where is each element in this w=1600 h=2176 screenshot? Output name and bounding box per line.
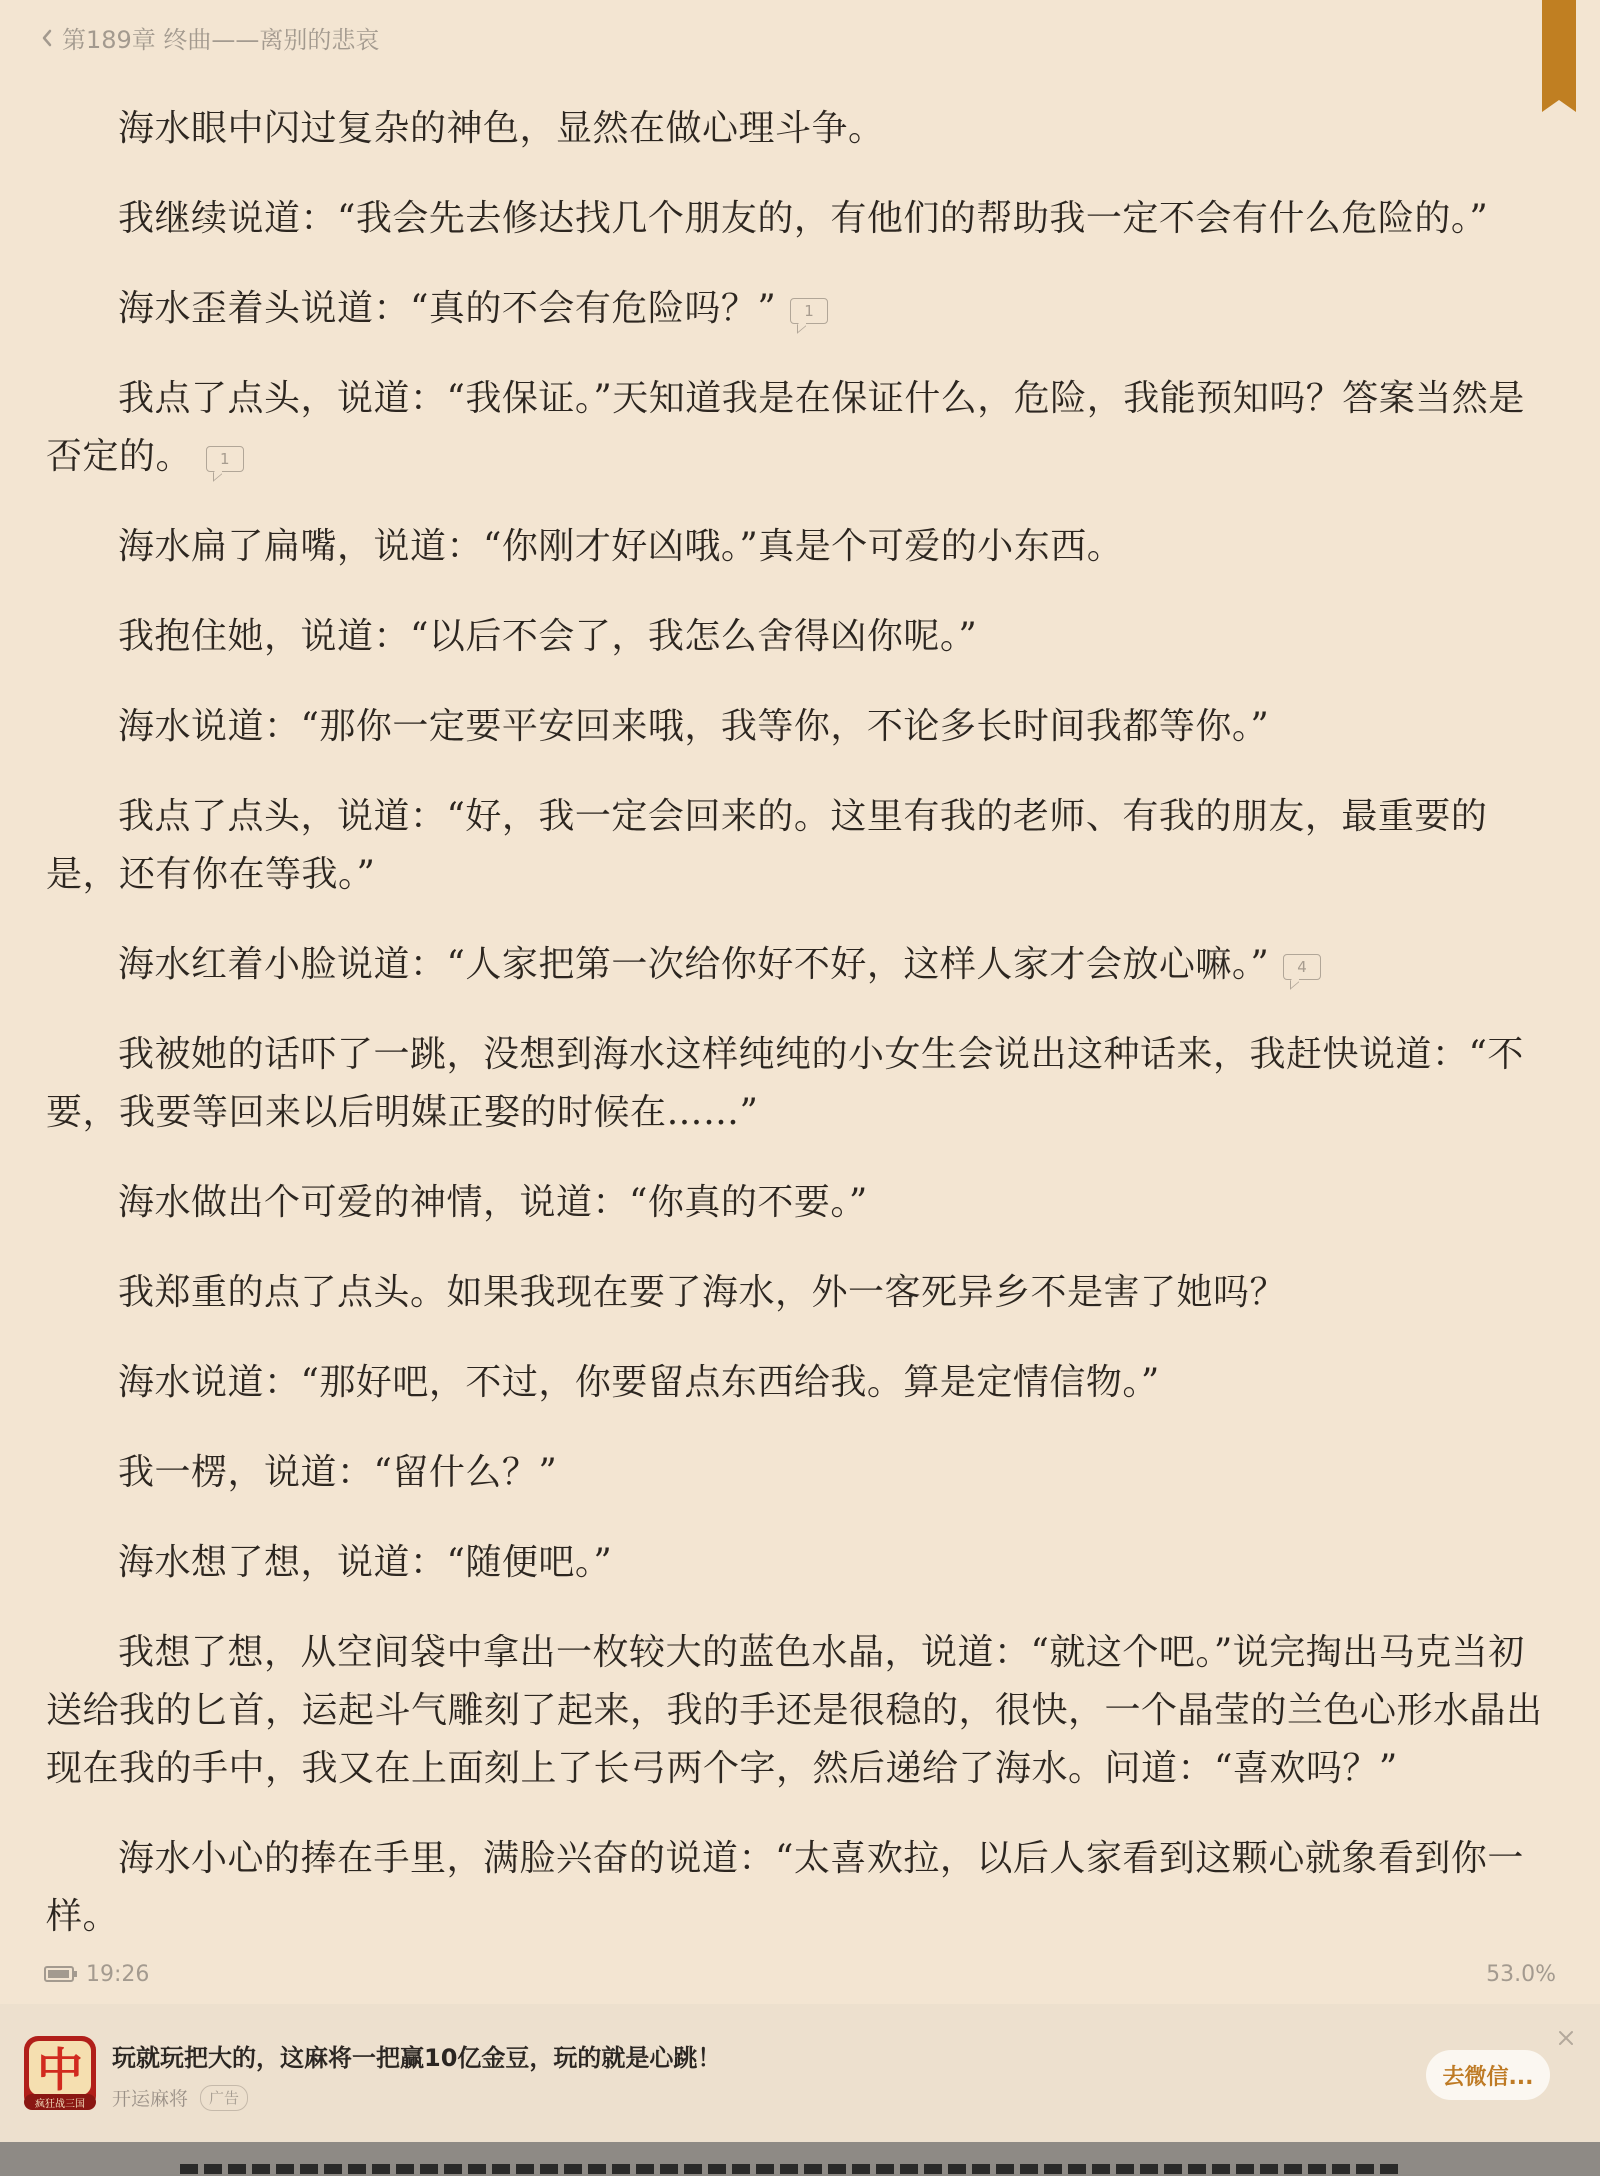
paragraph — [46, 1830, 1556, 1946]
bottom-pattern — [180, 2164, 1400, 2174]
paragraph — [46, 698, 1556, 756]
paragraph — [46, 518, 1556, 576]
paragraph — [46, 190, 1556, 248]
reading-progress: 53.0% — [1486, 1961, 1556, 1987]
chevron-left-icon — [40, 26, 54, 50]
paragraph-text: 我想了想，从空间袋中拿出一枚较大的蓝色水晶，说道：“就这个吧。”说完掏出马克当初送给我的匕首，运起斗气雕刻了起来，我的手还是很稳的，很快，一个晶莹的兰色心形水晶出现在我的手中，我又在上面刻上了长弓两个字，然后递给了海水。问道：“喜欢吗？” — [46, 1632, 1543, 1789]
paragraph-text: 我点了点头，说道：“我保证。”天知道我是在保证什么，危险，我能预知吗？答案当然是否定的。 — [46, 378, 1525, 477]
paragraph — [46, 1534, 1556, 1592]
comment-count-icon[interactable]: 1 — [206, 446, 244, 472]
paragraph-text: 我点了点头，说道：“好，我一定会回来的。这里有我的老师、有我的朋友，最重要的是，还有你在等我。” — [46, 796, 1488, 895]
ad-logo-caption: 疯狂战三国 — [35, 2099, 85, 2110]
paragraph-text: 海水红着小脸说道：“人家把第一次给你好不好，这样人家才会放心嘛。” — [118, 944, 1270, 985]
bookmark-ribbon-icon[interactable] — [1542, 0, 1576, 112]
comment-count-icon[interactable]: 4 — [1283, 954, 1321, 980]
status-bar — [44, 1958, 1556, 1990]
paragraph-text: 我郑重的点了点头。如果我现在要了海水，外一客死异乡不是害了她吗？ — [118, 1272, 1287, 1313]
paragraph-text: 我被她的话吓了一跳，没想到海水这样纯纯的小女生会说出这种话来，我赶快说道：“不要，我要等回来以后明媒正娶的时候在……” — [46, 1034, 1524, 1133]
ad-logo-char: 中 — [37, 2043, 83, 2097]
mahjong-app-logo — [24, 2036, 96, 2110]
paragraph-text: 海水歪着头说道：“真的不会有危险吗？” — [118, 288, 777, 329]
reader-header — [0, 0, 1600, 76]
ad-source: 开运麻将 — [112, 2088, 189, 2110]
battery-icon — [44, 1965, 78, 1983]
paragraph-text: 海水说道：“那你一定要平安回来哦，我等你，不论多长时间我都等你。” — [118, 706, 1270, 747]
paragraph — [46, 1026, 1556, 1142]
system-bottom-strip — [0, 2142, 1600, 2176]
paragraph-text: 海水做出个可爱的神情，说道：“你真的不要。” — [118, 1182, 868, 1223]
close-icon[interactable] — [1554, 2026, 1578, 2050]
paragraph — [46, 1444, 1556, 1502]
paragraph — [46, 1354, 1556, 1412]
ad-title[interactable]: 玩就玩把大的，这麻将一把赢10亿金豆，玩的就是心跳！ — [112, 2044, 722, 2072]
status-time: 19:26 — [86, 1961, 150, 1987]
paragraph — [46, 608, 1556, 666]
chapter-back-link[interactable] — [40, 20, 379, 55]
paragraph — [46, 100, 1556, 158]
status-left — [44, 1962, 149, 1987]
ad-tag: 广告 — [200, 2085, 248, 2111]
paragraph — [46, 788, 1556, 904]
paragraph-text: 海水说道：“那好吧，不过，你要留点东西给我。算是定情信物。” — [118, 1362, 1160, 1403]
paragraph-text: 海水扁了扁嘴，说道：“你刚才好凶哦。”真是个可爱的小东西。 — [118, 526, 1124, 567]
chapter-content — [46, 100, 1556, 1946]
paragraph — [46, 1174, 1556, 1232]
paragraph-text: 我抱住她，说道：“以后不会了，我怎么舍得凶你呢。” — [118, 616, 978, 657]
ad-banner[interactable] — [0, 2004, 1600, 2142]
paragraph — [46, 936, 1556, 994]
paragraph-text: 我一楞，说道：“留什么？” — [118, 1452, 558, 1493]
paragraph-text: 海水小心的捧在手里，满脸兴奋的说道：“太喜欢拉，以后人家看到这颗心就象看到你一样。 — [46, 1838, 1524, 1937]
comment-count-icon[interactable]: 1 — [790, 298, 828, 324]
ad-meta — [112, 2084, 248, 2111]
paragraph — [46, 1624, 1556, 1798]
chapter-title: 第189章 终曲——离别的悲哀 — [62, 26, 380, 54]
paragraph-text: 我继续说道：“我会先去修达找几个朋友的，有他们的帮助我一定不会有什么危险的。” — [118, 198, 1489, 239]
ad-cta-button[interactable]: 去微信... — [1426, 2050, 1550, 2100]
paragraph — [46, 370, 1556, 486]
paragraph-text: 海水想了想，说道：“随便吧。” — [118, 1542, 613, 1583]
paragraph — [46, 280, 1556, 338]
paragraph-text: 海水眼中闪过复杂的神色，显然在做心理斗争。 — [118, 108, 885, 149]
paragraph — [46, 1264, 1556, 1322]
